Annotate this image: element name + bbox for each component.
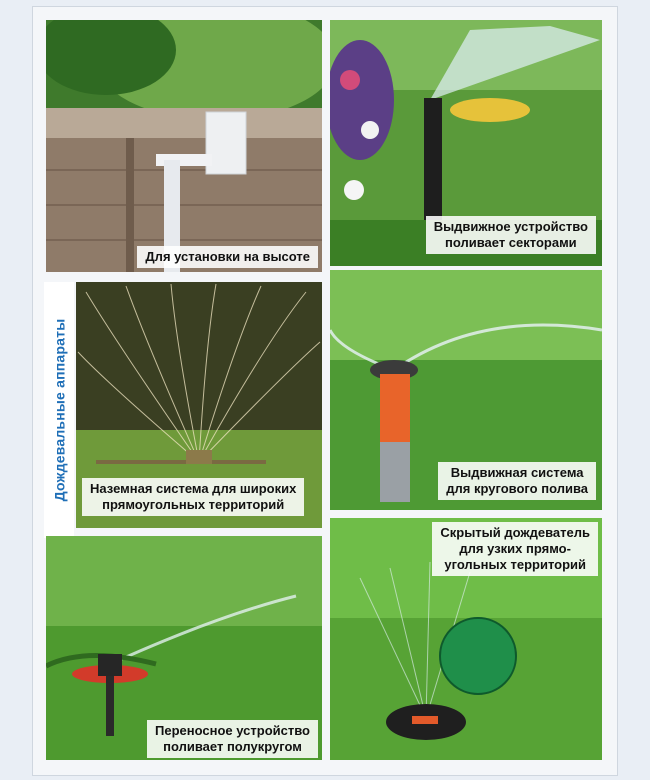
wall-sprinkler-illustration (46, 20, 322, 272)
side-title (44, 282, 74, 538)
caption-pop-up-circular: Выдвижная система для кругового полива (438, 462, 596, 500)
photo-ground-system (76, 282, 322, 528)
photo-hidden-sprinkler (330, 518, 602, 760)
caption-pop-up-sector: Выдвижное устройство поливает секторами (426, 216, 596, 254)
caption-portable-device: Переносное устройство поливает полукругом (147, 720, 318, 758)
photo-height-mount (46, 20, 322, 272)
caption-hidden-sprinkler: Скрытый дождеватель для узких прямо- угольных территорий (432, 522, 598, 576)
caption-height-mount: Для установки на высоте (137, 246, 318, 268)
photo-pop-up-sector (330, 20, 602, 266)
caption-ground-system: Наземная система для широких прямоугольных территорий (82, 478, 304, 516)
photo-portable-device (46, 536, 322, 760)
side-title-text: Дождевальные аппараты (51, 318, 67, 502)
photo-pop-up-circular (330, 270, 602, 510)
